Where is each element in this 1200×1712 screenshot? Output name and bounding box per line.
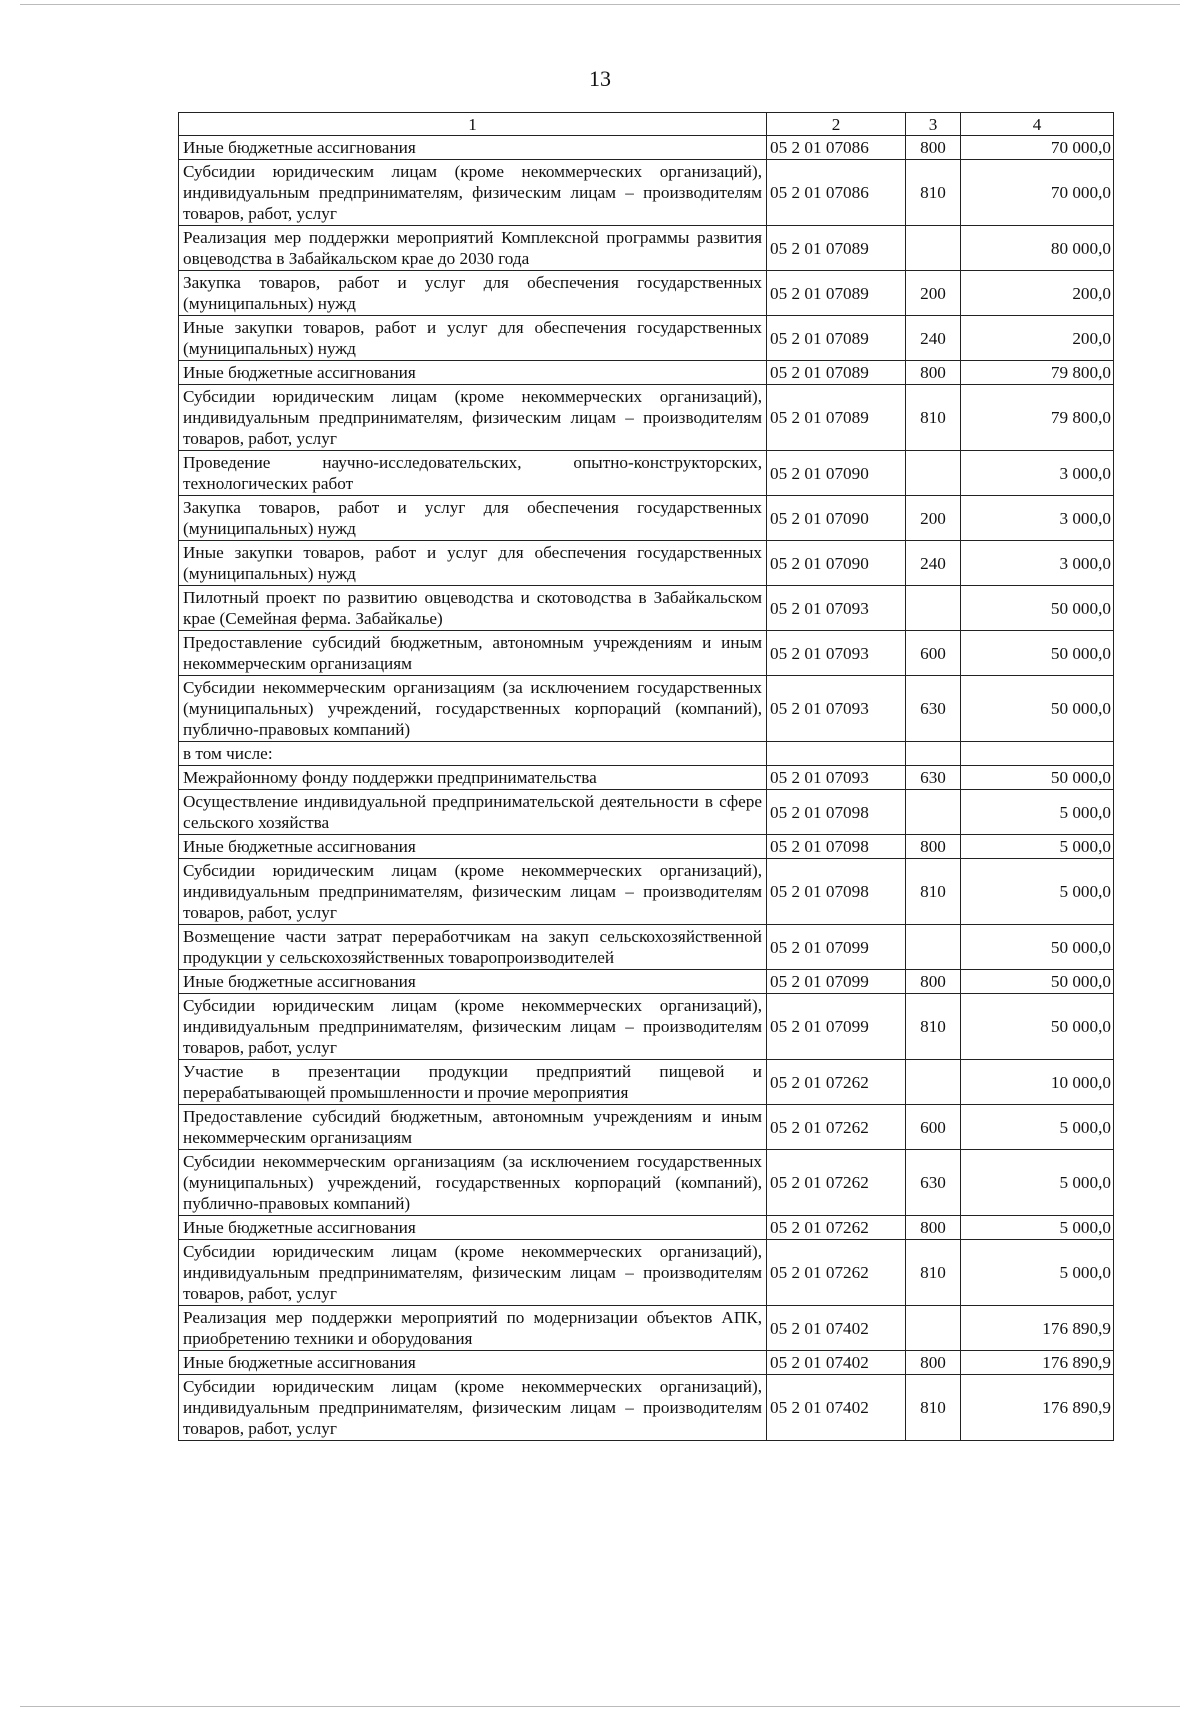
table-row (179, 1105, 1114, 1150)
row-amount-cell: 10 000,0 (961, 1060, 1114, 1105)
row-expense-type-cell: 800 (906, 970, 961, 994)
row-code-cell: 05 2 01 07090 (767, 496, 906, 541)
row-code-cell: 05 2 01 07086 (767, 136, 906, 160)
table-row (179, 994, 1114, 1060)
table-row (179, 1150, 1114, 1216)
row-amount-cell: 50 000,0 (961, 925, 1114, 970)
header-col-2: 2 (767, 113, 906, 136)
row-expense-type-cell: 810 (906, 160, 961, 226)
row-amount-cell: 5 000,0 (961, 859, 1114, 925)
row-code-cell: 05 2 01 07093 (767, 586, 906, 631)
row-name-cell: Возмещение части затрат переработчикам на закуп сельскохозяйственной продукции у сельскохозяйственных товаропроизводителей (179, 925, 767, 970)
row-expense-type-cell: 810 (906, 1240, 961, 1306)
row-amount-cell: 70 000,0 (961, 136, 1114, 160)
row-code-cell: 05 2 01 07098 (767, 790, 906, 835)
row-amount-cell: 5 000,0 (961, 1105, 1114, 1150)
header-col-4: 4 (961, 113, 1114, 136)
row-name-cell: Проведение научно-исследовательских, опытно-конструкторских, технологических работ (179, 451, 767, 496)
row-name-cell: Субсидии юридическим лицам (кроме некоммерческих организаций), индивидуальным предпринимателям, физическим лицам – производителям товаров, работ, услуг (179, 160, 767, 226)
table-row (179, 676, 1114, 742)
row-expense-type-cell: 800 (906, 361, 961, 385)
row-expense-type-cell: 630 (906, 1150, 961, 1216)
table-row (179, 496, 1114, 541)
row-amount-cell: 3 000,0 (961, 496, 1114, 541)
row-amount-cell: 50 000,0 (961, 586, 1114, 631)
row-expense-type-cell (906, 1306, 961, 1351)
row-amount-cell: 79 800,0 (961, 361, 1114, 385)
row-expense-type-cell: 800 (906, 835, 961, 859)
table-row (179, 160, 1114, 226)
row-expense-type-cell: 810 (906, 859, 961, 925)
row-name-cell: Иные бюджетные ассигнования (179, 1351, 767, 1375)
row-name-cell: Реализация мер поддержки мероприятий Комплексной программы развития овцеводства в Забайкальском крае до 2030 года (179, 226, 767, 271)
row-code-cell: 05 2 01 07089 (767, 361, 906, 385)
row-amount-cell: 50 000,0 (961, 631, 1114, 676)
row-code-cell: 05 2 01 07089 (767, 226, 906, 271)
table-header-row (179, 113, 1114, 136)
row-name-cell: в том числе: (179, 742, 767, 766)
row-amount-cell: 79 800,0 (961, 385, 1114, 451)
page-number: 13 (589, 66, 611, 91)
header-col-1: 1 (179, 113, 767, 136)
row-name-cell: Иные бюджетные ассигнования (179, 835, 767, 859)
row-amount-cell: 50 000,0 (961, 994, 1114, 1060)
row-code-cell: 05 2 01 07098 (767, 859, 906, 925)
table-row (179, 925, 1114, 970)
row-expense-type-cell: 600 (906, 1105, 961, 1150)
row-expense-type-cell: 810 (906, 1375, 961, 1441)
row-expense-type-cell (906, 1060, 961, 1105)
row-name-cell: Субсидии юридическим лицам (кроме некоммерческих организаций), индивидуальным предпринимателям, физическим лицам – производителям товаров, работ, услуг (179, 1375, 767, 1441)
row-name-cell: Субсидии юридическим лицам (кроме некоммерческих организаций), индивидуальным предпринимателям, физическим лицам – производителям товаров, работ, услуг (179, 994, 767, 1060)
row-name-cell: Предоставление субсидий бюджетным, автономным учреждениям и иным некоммерческим организациям (179, 631, 767, 676)
row-code-cell: 05 2 01 07089 (767, 385, 906, 451)
row-name-cell: Реализация мер поддержки мероприятий по модернизации объектов АПК, приобретению техники и оборудования (179, 1306, 767, 1351)
table-row (179, 451, 1114, 496)
table-row (179, 742, 1114, 766)
row-expense-type-cell: 240 (906, 541, 961, 586)
row-code-cell: 05 2 01 07402 (767, 1351, 906, 1375)
row-amount-cell: 5 000,0 (961, 1240, 1114, 1306)
row-name-cell: Субсидии юридическим лицам (кроме некоммерческих организаций), индивидуальным предпринимателям, физическим лицам – производителям товаров, работ, услуг (179, 859, 767, 925)
row-name-cell: Субсидии юридическим лицам (кроме некоммерческих организаций), индивидуальным предпринимателям, физическим лицам – производителям товаров, работ, услуг (179, 1240, 767, 1306)
table-row (179, 316, 1114, 361)
row-expense-type-cell: 630 (906, 766, 961, 790)
row-name-cell: Закупка товаров, работ и услуг для обеспечения государственных (муниципальных) нужд (179, 271, 767, 316)
table-body (179, 136, 1114, 1441)
row-amount-cell: 80 000,0 (961, 226, 1114, 271)
row-amount-cell: 176 890,9 (961, 1375, 1114, 1441)
row-name-cell: Закупка товаров, работ и услуг для обеспечения государственных (муниципальных) нужд (179, 496, 767, 541)
row-name-cell: Субсидии юридическим лицам (кроме некоммерческих организаций), индивидуальным предпринимателям, физическим лицам – производителям товаров, работ, услуг (179, 385, 767, 451)
row-expense-type-cell: 200 (906, 496, 961, 541)
table-row (179, 1216, 1114, 1240)
table-row (179, 541, 1114, 586)
row-amount-cell: 5 000,0 (961, 1150, 1114, 1216)
row-code-cell: 05 2 01 07262 (767, 1105, 906, 1150)
row-code-cell: 05 2 01 07093 (767, 631, 906, 676)
row-name-cell: Иные бюджетные ассигнования (179, 136, 767, 160)
row-code-cell: 05 2 01 07093 (767, 766, 906, 790)
table-row (179, 1306, 1114, 1351)
row-expense-type-cell: 810 (906, 994, 961, 1060)
table-row (179, 1060, 1114, 1105)
row-expense-type-cell: 600 (906, 631, 961, 676)
row-expense-type-cell: 800 (906, 1216, 961, 1240)
row-name-cell: Межрайонному фонду поддержки предпринимательства (179, 766, 767, 790)
table-row (179, 226, 1114, 271)
table-row (179, 790, 1114, 835)
table-row (179, 586, 1114, 631)
row-code-cell: 05 2 01 07262 (767, 1216, 906, 1240)
row-name-cell: Иные закупки товаров, работ и услуг для обеспечения государственных (муниципальных) нужд (179, 541, 767, 586)
row-expense-type-cell (906, 742, 961, 766)
row-name-cell: Иные бюджетные ассигнования (179, 1216, 767, 1240)
row-amount-cell: 50 000,0 (961, 676, 1114, 742)
row-name-cell: Иные закупки товаров, работ и услуг для обеспечения государственных (муниципальных) нужд (179, 316, 767, 361)
row-name-cell: Иные бюджетные ассигнования (179, 970, 767, 994)
scan-top-edge (20, 4, 1180, 5)
scan-bottom-edge (20, 1706, 1180, 1707)
table-row (179, 1375, 1114, 1441)
row-expense-type-cell (906, 925, 961, 970)
table-row (179, 766, 1114, 790)
row-expense-type-cell: 810 (906, 385, 961, 451)
table-row (179, 859, 1114, 925)
row-expense-type-cell: 800 (906, 1351, 961, 1375)
row-expense-type-cell: 630 (906, 676, 961, 742)
table-row (179, 1351, 1114, 1375)
table-row (179, 385, 1114, 451)
table-row (179, 835, 1114, 859)
row-amount-cell: 3 000,0 (961, 541, 1114, 586)
row-amount-cell: 5 000,0 (961, 835, 1114, 859)
row-code-cell: 05 2 01 07086 (767, 160, 906, 226)
row-code-cell: 05 2 01 07090 (767, 451, 906, 496)
row-amount-cell: 200,0 (961, 271, 1114, 316)
row-code-cell: 05 2 01 07402 (767, 1306, 906, 1351)
row-name-cell: Субсидии некоммерческим организациям (за исключением государственных (муниципальных) учреждений, государственных корпораций (компаний), публично-правовых компаний) (179, 676, 767, 742)
row-amount-cell: 50 000,0 (961, 766, 1114, 790)
row-expense-type-cell: 200 (906, 271, 961, 316)
table-row (179, 361, 1114, 385)
budget-allocation-table (178, 112, 1114, 1441)
row-expense-type-cell (906, 790, 961, 835)
row-amount-cell: 200,0 (961, 316, 1114, 361)
header-col-3: 3 (906, 113, 961, 136)
row-code-cell: 05 2 01 07262 (767, 1240, 906, 1306)
row-amount-cell: 5 000,0 (961, 790, 1114, 835)
row-name-cell: Предоставление субсидий бюджетным, автономным учреждениям и иным некоммерческим организациям (179, 1105, 767, 1150)
row-expense-type-cell: 240 (906, 316, 961, 361)
row-amount-cell: 176 890,9 (961, 1351, 1114, 1375)
row-amount-cell: 176 890,9 (961, 1306, 1114, 1351)
row-name-cell: Пилотный проект по развитию овцеводства и скотоводства в Забайкальском крае (Семейная ферма. Забайкалье) (179, 586, 767, 631)
table-row (179, 631, 1114, 676)
row-code-cell: 05 2 01 07093 (767, 676, 906, 742)
row-expense-type-cell (906, 451, 961, 496)
table-row (179, 970, 1114, 994)
row-name-cell: Субсидии некоммерческим организациям (за исключением государственных (муниципальных) учреждений, государственных корпораций (компаний), публично-правовых компаний) (179, 1150, 767, 1216)
row-code-cell (767, 742, 906, 766)
row-name-cell: Иные бюджетные ассигнования (179, 361, 767, 385)
table-row (179, 1240, 1114, 1306)
row-amount-cell (961, 742, 1114, 766)
row-code-cell: 05 2 01 07089 (767, 316, 906, 361)
row-code-cell: 05 2 01 07402 (767, 1375, 906, 1441)
row-expense-type-cell: 800 (906, 136, 961, 160)
row-amount-cell: 50 000,0 (961, 970, 1114, 994)
row-code-cell: 05 2 01 07099 (767, 925, 906, 970)
row-code-cell: 05 2 01 07099 (767, 994, 906, 1060)
row-expense-type-cell (906, 226, 961, 271)
row-amount-cell: 70 000,0 (961, 160, 1114, 226)
row-code-cell: 05 2 01 07262 (767, 1060, 906, 1105)
row-name-cell: Осуществление индивидуальной предпринимательской деятельности в сфере сельского хозяйства (179, 790, 767, 835)
table-row (179, 271, 1114, 316)
row-expense-type-cell (906, 586, 961, 631)
budget-table-container (178, 112, 1113, 1441)
row-name-cell: Участие в презентации продукции предприятий пищевой и перерабатывающей промышленности и прочие мероприятия (179, 1060, 767, 1105)
row-code-cell: 05 2 01 07098 (767, 835, 906, 859)
row-code-cell: 05 2 01 07099 (767, 970, 906, 994)
row-code-cell: 05 2 01 07090 (767, 541, 906, 586)
row-code-cell: 05 2 01 07089 (767, 271, 906, 316)
row-amount-cell: 5 000,0 (961, 1216, 1114, 1240)
row-code-cell: 05 2 01 07262 (767, 1150, 906, 1216)
row-amount-cell: 3 000,0 (961, 451, 1114, 496)
table-row (179, 136, 1114, 160)
